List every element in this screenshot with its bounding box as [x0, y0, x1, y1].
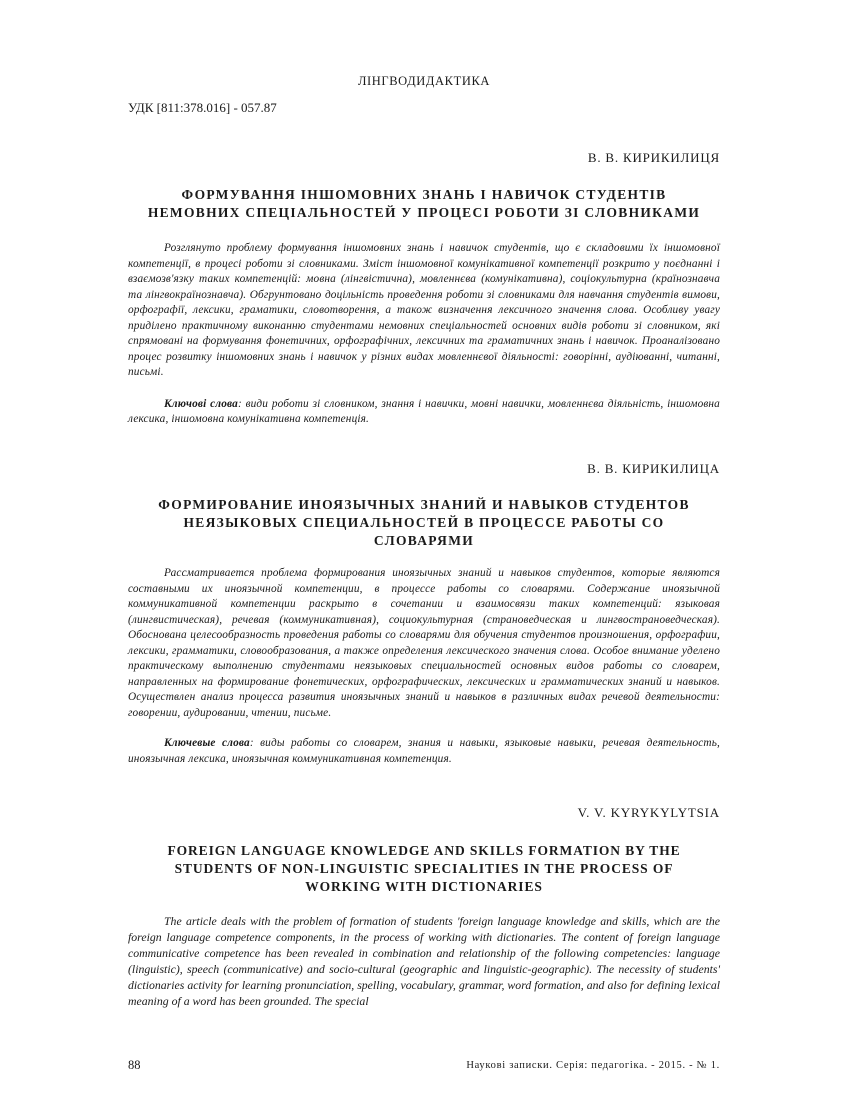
en-title-line-3: WORKING WITH DICTIONARIES	[305, 879, 543, 894]
section-heading: ЛІНГВОДИДАКТИКА	[357, 74, 491, 88]
ua-title-line-2: НЕМОВНИХ СПЕЦІАЛЬНОСТЕЙ У ПРОЦЕСІ РОБОТИ ЗІ СЛОВНИКАМИ	[147, 205, 701, 220]
en-title-line-2: STUDENTS OF NON-LINGUISTIC SPECIALITIES IN THE PROCESS OF	[174, 861, 674, 876]
ua-block	[128, 150, 720, 428]
ua-title	[128, 186, 720, 222]
page-number: 88	[128, 1058, 141, 1072]
ru-title-line-2: НЕЯЗЫКОВЫХ СПЕЦИАЛЬНОСТЕЙ В ПРОЦЕССЕ РАБОТЫ СО	[183, 515, 665, 530]
ua-abstract: Розглянуто проблему формування іншомовних знань і навичок студентів, що є складовими їх іншомовної компетенції, в процесі роботи зі словниками. Зміст іншомовної комунікативної компетенції розкрито у поєднанні і взаємозв'язку таких компетенцій: мовна (лінгвістична), мовленнєва (комунікативна), соціокультурна (країнознавча та лінгвокраїнознавча). Обгрунтовано доцільність проведення роботи зі словниками для навчання студентів вимови, орфографії, лексики, граматики, словотворення, а також визначення лексичного значення слова. Особливу увагу приділено практичному виконанню студентами немовних спеціальностей основних видів роботи зі словником, які спрямовані на формування фонетичних, орфографічних, лексичних та граматичних знань і навичок. Проаналізовано процес розвитку іншомовних знань і навичок у різних видах мовленнєвої діяльності: говорінні, аудіюванні, читанні, письмі.	[128, 242, 720, 378]
en-title	[128, 842, 720, 896]
en-abstract: The article deals with the problem of formation of students 'foreign language knowledge and skills, which are the foreign language competence components, in the process of working with dictionaries. The content of foreign language communicative competence has been revealed in combination and relationship of the following competencies: language (linguistic), speech (communicative) and socio-cultural (geographic and linguistic-geographic). The necessity of students' dictionaries activity for learning pronunciation, spelling, vocabulary, grammar, word formation, and also for defining lexical meaning of a word has been grounded. The special	[128, 914, 720, 1008]
ua-keywords-label: Ключові слова	[164, 397, 238, 410]
ru-abstract: Рассматривается проблема формирования иноязычных знаний и навыков студентов, которые являются составными их иноязычной компетенции, в процессе работы со словарями. Содержание иноязычной коммуникативной компетенции раскрыто в сочетании и взаимосвязи таких компетенций: языковая (лингвистическая), речевая (коммуникативная), социокультурная (страноведческая и лингвострановедческая). Обоснована целесообразность проведения работы со словарями для обучения студентов произношения, орфографии, лексики, грамматики, словообразования, а также определения лексического значения слова. Особое внимание уделено практическому выполнению студентами неязыковых специальностей основных видов работы со словарем, направленных на формирование фонетических, орфографических, лексических и грамматических знаний и навыков. Осуществлен анализ процесса развития иноязычных знаний и навыков в различных видах речевой деятельности: говорении, аудировании, чтении, письме.	[128, 567, 720, 719]
journal-footer: Наукові записки. Серія: педагогіка. - 2015. - № 1.	[466, 1060, 720, 1071]
en-title-line-1: FOREIGN LANGUAGE KNOWLEDGE AND SKILLS FORMATION BY THE	[167, 843, 681, 858]
ru-author: В. В. КИРИКИЛИЦА	[587, 461, 720, 476]
ru-title-line-1: ФОРМИРОВАНИЕ ИНОЯЗЫЧНЫХ ЗНАНИЙ И НАВЫКОВ СТУДЕНТОВ	[158, 497, 690, 512]
ua-keywords	[128, 397, 720, 428]
ua-keywords-text: : види роботи зі словником, знання і навички, мовні навички, мовленнєва діяльність, іншомовна лексика, іншомовна комунікативна компетенція.	[128, 397, 720, 425]
udc-code: УДК [811:378.016] - 057.87	[128, 100, 277, 115]
ru-keywords	[128, 736, 720, 767]
ru-title-line-3: СЛОВАРЯМИ	[373, 533, 475, 548]
ru-block	[128, 461, 720, 767]
en-block	[128, 805, 720, 1009]
ru-keywords-label: Ключевые слова	[164, 737, 250, 749]
ru-keywords-text: : виды работы со словарем, знания и навыки, языковые навыки, речевая деятельность, иноязычная лексика, иноязычная коммуникативная компетенция.	[128, 737, 720, 765]
ua-author: В. В. КИРИКИЛИЦЯ	[587, 150, 720, 165]
ru-title	[128, 496, 720, 550]
ua-title-line-1: ФОРМУВАННЯ ІНШОМОВНИХ ЗНАНЬ І НАВИЧОК СТУДЕНТІВ	[181, 187, 667, 202]
en-author: V. V. KYRYKYLYTSIA	[577, 805, 720, 820]
